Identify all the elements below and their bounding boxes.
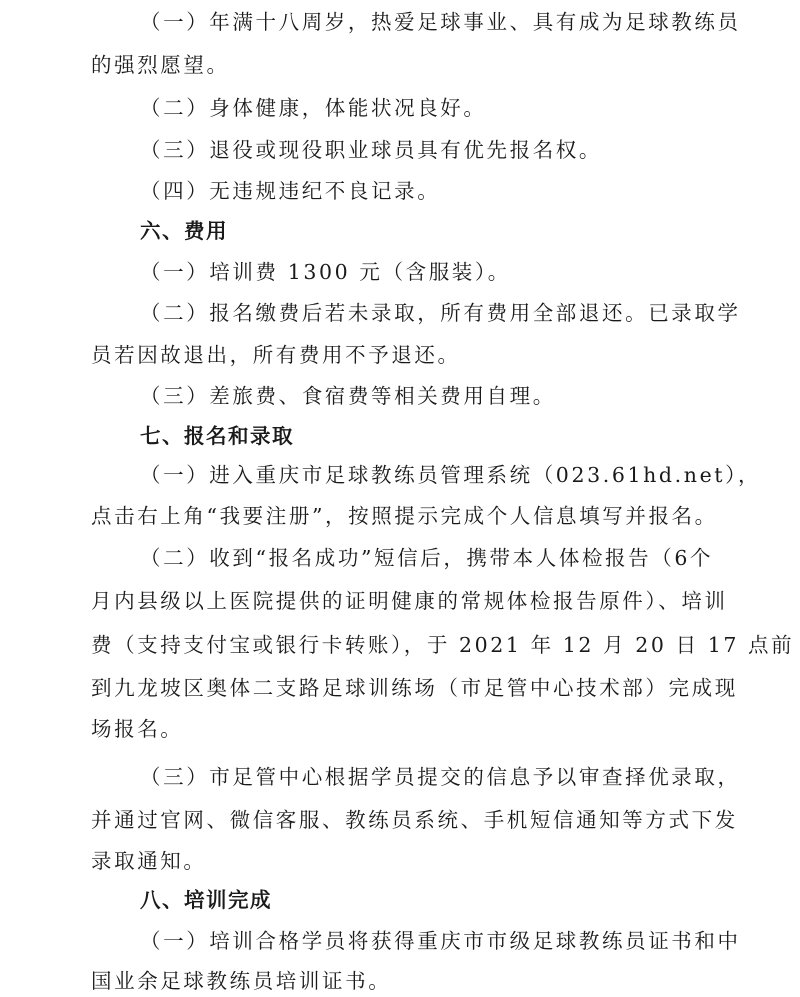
section-heading-registration: 七、报名和录取	[140, 424, 294, 448]
registration-item-2-line-3: 费（支持支付宝或银行卡转账），于 2021 年 12 月 20 日 17 点前	[91, 633, 795, 657]
section-heading-fees: 六、费用	[140, 219, 228, 243]
fee-item-2-line-2: 员若因故退出，所有费用不予退还。	[91, 343, 461, 367]
requirement-2: （二）身体健康，体能状况良好。	[140, 96, 487, 120]
requirement-4: （四）无违规违纪不良记录。	[140, 179, 441, 203]
registration-item-1-line-1: （一）进入重庆市足球教练员管理系统（023.61hd.net），	[140, 463, 762, 487]
fee-item-2-line-1: （二）报名缴费后若未录取，所有费用全部退还。已录取学	[140, 301, 741, 325]
requirement-1-line-1: （一）年满十八周岁，热爱足球事业、具有成为足球教练员	[140, 10, 741, 34]
completion-item-1-line-2: 国业余足球教练员培训证书。	[91, 969, 392, 993]
section-heading-completion: 八、培训完成	[140, 888, 272, 912]
registration-item-2-line-4: 到九龙坡区奥体二支路足球训练场（市足管中心技术部）完成现	[91, 676, 738, 700]
registration-item-2-line-1: （二）收到“报名成功”短信后，携带本人体检报告（6个	[140, 546, 714, 570]
registration-item-3-line-3: 录取通知。	[91, 849, 207, 873]
completion-item-1-line-1: （一）培训合格学员将获得重庆市市级足球教练员证书和中	[140, 929, 741, 953]
registration-item-2-line-5: 场报名。	[91, 717, 184, 741]
registration-item-1-line-2: 点击右上角“我要注册”，按照提示完成个人信息填写并报名。	[91, 504, 718, 528]
requirement-3: （三）退役或现役职业球员具有优先报名权。	[140, 138, 602, 162]
registration-item-3-line-1: （三）市足管中心根据学员提交的信息予以审查择优录取，	[140, 765, 741, 789]
fee-item-1: （一）培训费 1300 元（含服装）。	[140, 260, 511, 284]
registration-item-2-line-2: 月内县级以上医院提供的证明健康的常规体检报告原件）、培训	[91, 589, 728, 613]
requirement-1-line-2: 的强烈愿望。	[91, 53, 230, 77]
fee-item-3: （三）差旅费、食宿费等相关费用自理。	[140, 384, 556, 408]
registration-item-3-line-2: 并通过官网、微信客服、教练员系统、手机短信通知等方式下发	[91, 808, 738, 832]
